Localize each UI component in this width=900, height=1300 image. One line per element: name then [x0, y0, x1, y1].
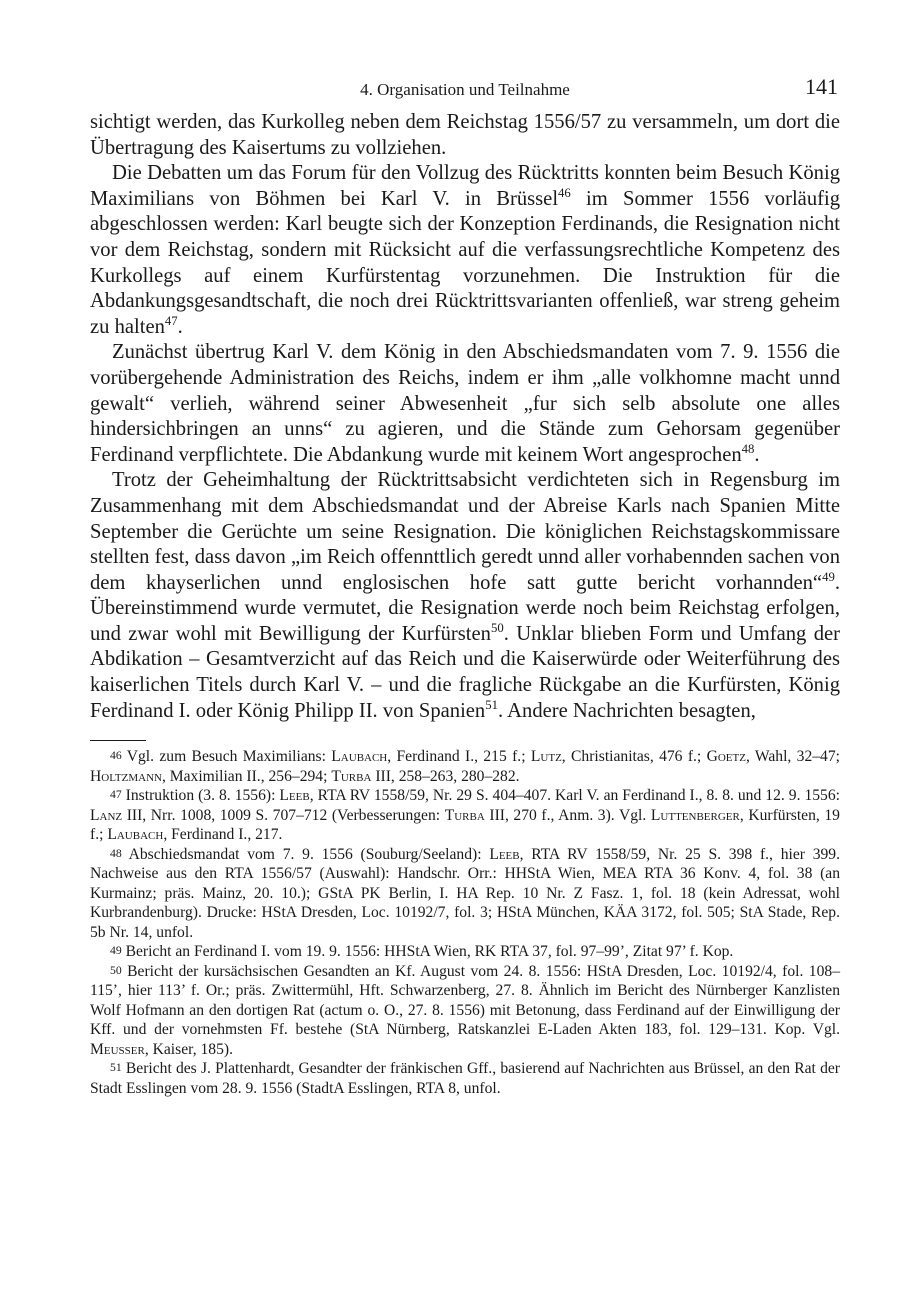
footnote-reference: 46	[558, 185, 571, 200]
body-text	[90, 110, 840, 724]
text-run: Bericht des J. Plattenhardt, Gesandter der fränkischen Gff., basierend auf Nachrichten aus Brüssel, an den Rat der Stadt Esslingen vom 28. 9. 1556 (StadtA Esslingen, RTA 8, unfol.	[90, 1060, 840, 1097]
footnote-number: 50	[110, 963, 122, 977]
text-run: Zunächst übertrug Karl V. dem König in den Abschiedsmandaten vom 7. 9. 1556 die vorübergehende Administration des Reichs, indem er ihm „alle volkhomne macht unnd gewalt“ verlieh, während seiner Abwesenheit „fur sich selb absolute one alles hindersichbringen an unns“ zu agieren, und die Stände zum Gehorsam gegenüber Ferdinand verpflichtete. Die Abdankung wurde mit keinem Wort angesprochen	[90, 341, 840, 466]
footnote-reference: 48	[741, 441, 755, 456]
text-run: Abschiedsmandat vom 7. 9. 1556 (Souburg/Seeland):	[121, 845, 490, 863]
text-run: Vgl. zum Besuch Maximilians:	[121, 748, 332, 766]
paragraph	[90, 340, 840, 468]
footnote-reference: 51	[485, 697, 498, 712]
running-head	[90, 70, 840, 110]
footnotes	[90, 747, 840, 1098]
text-run: III, 258–263, 280–282.	[371, 767, 520, 785]
text-run: .	[177, 315, 183, 338]
paragraph	[90, 110, 840, 161]
paragraph	[90, 468, 840, 724]
footnote	[90, 942, 840, 962]
footnote	[90, 747, 840, 786]
footnote-reference: 49	[822, 569, 835, 584]
footnote-number: 47	[110, 788, 122, 802]
text-run: III, 270 f., Anm. 3). Vgl.	[484, 806, 651, 824]
author-name: Goetz	[706, 748, 746, 766]
author-name: Holtzmann	[90, 767, 162, 785]
author-name: Laubach	[331, 748, 388, 766]
footnote-rule	[90, 740, 146, 741]
author-name: Leeb	[279, 787, 310, 805]
text-run: . Unklar blieben Form und Umfang der Abdikation – Gesamtverzicht auf das Reich und die Kaiserwürde oder Weiterführung des kaiserlichen Titels durch Karl V. – und die fragliche Rückgabe an die Kurfürsten, König Ferdinand I. oder König Philipp II. von Spanien	[90, 622, 840, 722]
author-name: Luttenberger	[650, 806, 740, 824]
text-run: Instruktion (3. 8. 1556):	[121, 787, 280, 805]
author-name: Meusser	[90, 1040, 145, 1058]
author-name: Turba	[331, 767, 372, 785]
text-run: , Maximilian II., 256–294;	[161, 767, 332, 785]
running-title: 4. Organisation und Teilnahme	[360, 80, 570, 99]
paragraph	[90, 161, 840, 340]
text-run: , Christianitas, 476 f.;	[561, 748, 707, 766]
text-run: , Kaiser, 185).	[144, 1040, 233, 1058]
author-name: Laubach	[107, 826, 164, 844]
footnote	[90, 845, 840, 943]
footnote-reference: 47	[164, 313, 178, 328]
footnote-reference: 50	[490, 621, 504, 636]
footnote-number: 51	[110, 1061, 122, 1075]
footnote-number: 49	[110, 944, 122, 958]
text-run: Bericht an Ferdinand I. vom 19. 9. 1556: HHStA Wien, RK RTA 37, fol. 97–99’, Zitat 97’ f. Kop.	[121, 943, 734, 961]
text-run: sichtigt werden, das Kurkolleg neben dem Reichstag 1556/57 zu versammeln, um dort die Übertragung des Kaisertums zu vollziehen.	[90, 111, 840, 159]
text-run: Trotz der Geheimhaltung der Rücktrittsabsicht verdichteten sich in Regensburg im Zusammenhang mit dem Abschiedsmandat und der Abreise Karls nach Spanien Mitte September die Gerüchte um seine Resignation. Die königlichen Reichstagskommissare stellten fest, dass davon „im Reich offennttlich geredt unnd aller vorhabennden sachen von dem khayserlichen unnd englosischen hofe satt gutte bericht vorhannden“	[90, 469, 840, 594]
page-number: 141	[805, 74, 838, 99]
text-run: .	[754, 443, 760, 466]
text-run: , RTA RV 1558/59, Nr. 25 S. 398 f., hier 399. Nachweise aus den RTA 1556/57 (Auswahl): Handschr. Orr.: HHStA Wien, MEA RTA 36 Konv. 4, fol. 38 (an Kurmainz; präs. Mainz, 20. 10.); GStA PK Berlin, I. HA Rep. 10 Nr. Z Fasz. 1, fol. 18 (kein Adressat, wohl Kurbrandenburg). Drucke: HStA Dresden, Loc. 10192/7, fol. 3; HStA München, KÄA 3172, fol. 505; StA Stade, Rep. 5b Nr. 14, unfol.	[90, 845, 840, 941]
text-run: , Ferdinand I., 217.	[163, 826, 283, 844]
text-run: , Ferdinand I., 215 f.;	[387, 748, 531, 766]
footnote	[90, 786, 840, 845]
footnote	[90, 1059, 840, 1098]
author-name: Turba	[444, 806, 485, 824]
footnote-number: 46	[110, 749, 122, 763]
footnote	[90, 962, 840, 1060]
book-page	[90, 70, 840, 1098]
text-run: . Andere Nachrichten besagten,	[498, 699, 756, 722]
text-run: , RTA RV 1558/59, Nr. 29 S. 404–407. Karl V. an Ferdinand I., 8. 8. und 12. 9. 1556:	[309, 787, 840, 805]
text-run: , Wahl, 32–47;	[745, 748, 840, 766]
footnote-number: 48	[110, 846, 122, 860]
text-run: Die Debatten um das Forum für den Vollzug des Rücktritts konnten beim Besuch König Maximilians von Böhmen bei Karl V. in Brüssel	[90, 162, 840, 210]
author-name: Leeb	[489, 845, 520, 863]
text-run: im Sommer 1556 vorläufig abgeschlossen werden: Karl beugte sich der Konzeption Ferdinands, die Resignation nicht vor dem Reichstag, sondern mit Rücksicht auf die verfassungsrechtliche Kompetenz des Kurkollegs auf einem Kurfürstentag vorzunehmen. Die Instruktion für die Abdankungsgesandtschaft, die noch drei Rücktrittsvarianten offenließ, war streng geheim zu halten	[90, 187, 840, 338]
text-run: , Kurfürsten, 19 f.;	[90, 806, 840, 844]
text-run: . Übereinstimmend wurde vermutet, die Resignation werde noch beim Reichstag erfolgen, und zwar wohl mit Bewilligung der Kurfürsten	[90, 571, 840, 645]
text-run: Bericht der kursächsischen Gesandten an Kf. August vom 24. 8. 1556: HStA Dresden, Loc. 10192/4, fol. 108–115’, hier 113’ f. Or.; präs. Zwittermühl, Hft. Schwarzenberg, 27. 8. Ähnlich im Bericht des Nürnberger Kanzlisten Wolf Hofmann an den dortigen Rat (actum o. O., 27. 8. 1556) mit Betonung, dass Ferdinand auf der Einwilligung der Kff. und der vornehmsten Ff. bestehe (StA Nürnberg, Ratskanzlei E-Laden Akten 183, fol. 129–131. Kop. Vgl.	[90, 962, 840, 1039]
author-name: Lanz	[90, 806, 123, 824]
text-run: III, Nrr. 1008, 1009 S. 707–712 (Verbesserungen:	[122, 806, 445, 824]
author-name: Lutz	[530, 748, 562, 766]
